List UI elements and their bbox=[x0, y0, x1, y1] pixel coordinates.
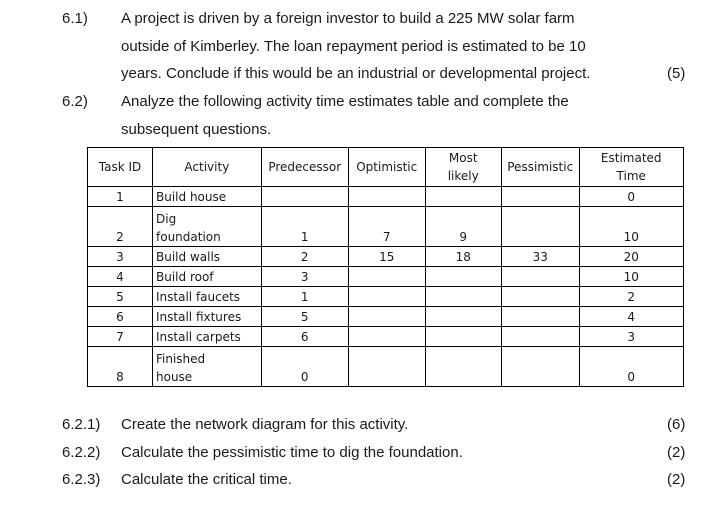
subquestion-number: 6.2.1) bbox=[62, 416, 101, 433]
cell-most-likely: 9 bbox=[425, 207, 501, 247]
subquestion-number: 6.2.3) bbox=[62, 471, 101, 488]
cell-activity: Build walls bbox=[153, 247, 262, 267]
cell-pessimistic bbox=[501, 187, 579, 207]
cell-activity: Dig foundation bbox=[153, 207, 262, 247]
question-6-1-marks: (5) bbox=[667, 65, 686, 82]
cell-predecessor: 2 bbox=[261, 247, 348, 267]
table-row bbox=[88, 307, 684, 327]
cell-task-id: 2 bbox=[88, 207, 153, 247]
cell-estimated-time: 0 bbox=[579, 187, 683, 207]
activity-time-table bbox=[87, 147, 684, 387]
header-task-id: Task ID bbox=[88, 148, 153, 187]
subquestion-text: Calculate the critical time. bbox=[121, 471, 292, 488]
header-activity: Activity bbox=[153, 148, 262, 187]
cell-estimated-time: 10 bbox=[579, 267, 683, 287]
subquestion-number: 6.2.2) bbox=[62, 444, 101, 461]
header-pessimistic: Pessimistic bbox=[501, 148, 579, 187]
cell-predecessor: 5 bbox=[261, 307, 348, 327]
header-estimated-time: Estimated Time bbox=[579, 148, 683, 187]
subquestion-marks: (2) bbox=[667, 444, 686, 461]
cell-optimistic bbox=[348, 187, 425, 207]
cell-task-id: 3 bbox=[88, 247, 153, 267]
cell-activity: Build house bbox=[153, 187, 262, 207]
subquestion-marks: (2) bbox=[667, 471, 686, 488]
cell-estimated-time: 2 bbox=[579, 287, 683, 307]
cell-predecessor: 0 bbox=[261, 347, 348, 387]
cell-pessimistic: 33 bbox=[501, 247, 579, 267]
table-row bbox=[88, 327, 684, 347]
header-optimistic: Optimistic bbox=[348, 148, 425, 187]
cell-pessimistic bbox=[501, 207, 579, 247]
subquestion-text: Create the network diagram for this activity. bbox=[121, 416, 409, 433]
cell-task-id: 4 bbox=[88, 267, 153, 287]
cell-most-likely bbox=[425, 187, 501, 207]
question-6-2-line: Analyze the following activity time estimates table and complete the bbox=[121, 93, 569, 110]
cell-most-likely bbox=[425, 287, 501, 307]
cell-task-id: 5 bbox=[88, 287, 153, 307]
cell-pessimistic bbox=[501, 307, 579, 327]
cell-estimated-time: 10 bbox=[579, 207, 683, 247]
cell-predecessor: 3 bbox=[261, 267, 348, 287]
cell-activity: Install faucets bbox=[153, 287, 262, 307]
cell-activity: Build roof bbox=[153, 267, 262, 287]
question-6-2-number: 6.2) bbox=[62, 93, 88, 110]
table-row bbox=[88, 267, 684, 287]
cell-pessimistic bbox=[501, 287, 579, 307]
question-6-1-line: outside of Kimberley. The loan repayment period is estimated to be 10 bbox=[121, 37, 586, 55]
cell-activity: Install fixtures bbox=[153, 307, 262, 327]
cell-estimated-time: 3 bbox=[579, 327, 683, 347]
cell-optimistic bbox=[348, 327, 425, 347]
question-6-1-line: years. Conclude if this would be an industrial or developmental project. bbox=[121, 65, 591, 82]
question-6-1-line: A project is driven by a foreign investor to build a 225 MW solar farm bbox=[121, 10, 575, 27]
cell-task-id: 8 bbox=[88, 347, 153, 387]
cell-most-likely bbox=[425, 347, 501, 387]
cell-task-id: 7 bbox=[88, 327, 153, 347]
cell-optimistic: 7 bbox=[348, 207, 425, 247]
cell-task-id: 6 bbox=[88, 307, 153, 327]
header-predecessor: Predecessor bbox=[261, 148, 348, 187]
cell-predecessor: 6 bbox=[261, 327, 348, 347]
subquestion-text: Calculate the pessimistic time to dig the foundation. bbox=[121, 444, 463, 461]
cell-optimistic bbox=[348, 307, 425, 327]
question-6-1-number: 6.1) bbox=[62, 10, 88, 27]
cell-pessimistic bbox=[501, 327, 579, 347]
cell-estimated-time: 20 bbox=[579, 247, 683, 267]
question-6-2-text bbox=[121, 88, 640, 143]
cell-predecessor: 1 bbox=[261, 207, 348, 247]
cell-optimistic bbox=[348, 267, 425, 287]
cell-pessimistic bbox=[501, 267, 579, 287]
table-row bbox=[88, 287, 684, 307]
cell-optimistic bbox=[348, 287, 425, 307]
table-row bbox=[88, 347, 684, 387]
cell-task-id: 1 bbox=[88, 187, 153, 207]
table-row bbox=[88, 207, 684, 247]
cell-pessimistic bbox=[501, 347, 579, 387]
cell-estimated-time: 0 bbox=[579, 347, 683, 387]
table-row bbox=[88, 187, 684, 207]
table-header-row bbox=[88, 148, 684, 187]
question-6-2-line: subsequent questions. bbox=[121, 120, 272, 138]
cell-activity: Finished house bbox=[153, 347, 262, 387]
cell-activity: Install carpets bbox=[153, 327, 262, 347]
cell-predecessor: 1 bbox=[261, 287, 348, 307]
header-most-likely: Most likely bbox=[425, 148, 501, 187]
question-6-1-text bbox=[121, 5, 640, 88]
cell-most-likely: 18 bbox=[425, 247, 501, 267]
cell-predecessor bbox=[261, 187, 348, 207]
cell-optimistic: 15 bbox=[348, 247, 425, 267]
cell-estimated-time: 4 bbox=[579, 307, 683, 327]
cell-most-likely bbox=[425, 327, 501, 347]
subquestion-marks: (6) bbox=[667, 416, 686, 433]
cell-optimistic bbox=[348, 347, 425, 387]
cell-most-likely bbox=[425, 267, 501, 287]
table-row bbox=[88, 247, 684, 267]
cell-most-likely bbox=[425, 307, 501, 327]
